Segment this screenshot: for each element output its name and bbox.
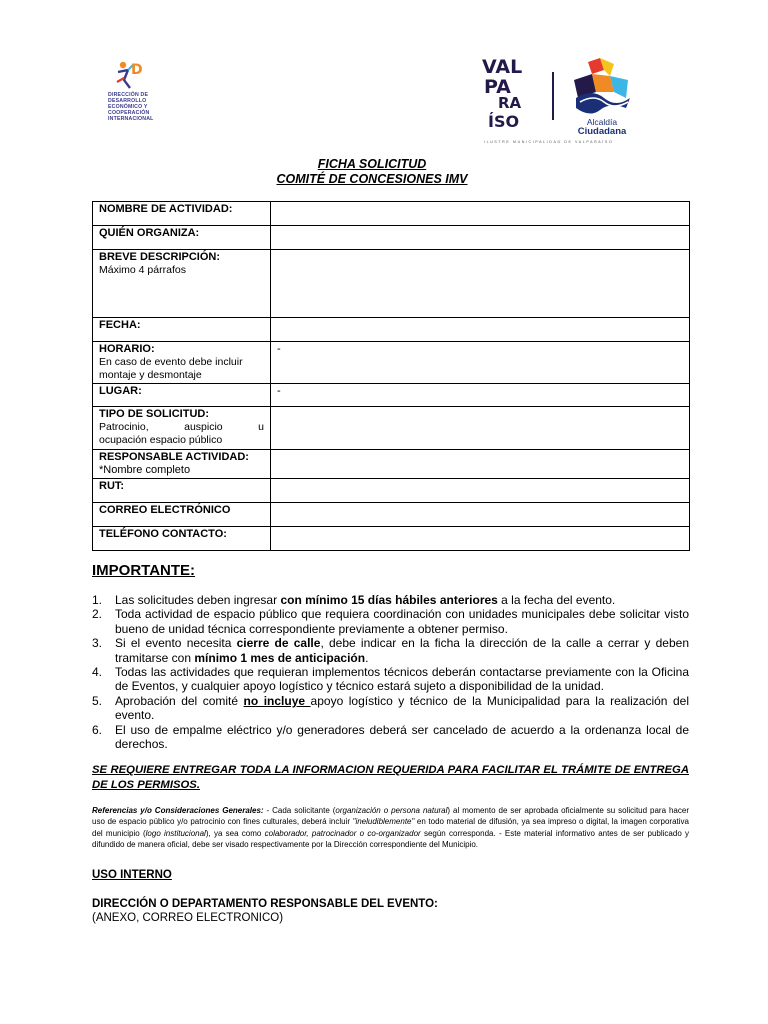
table-row — [93, 407, 690, 450]
table-row — [93, 503, 690, 527]
references-italic: organización o persona natural — [335, 806, 448, 815]
field-label-cell — [93, 342, 271, 384]
references-text: - Cada solicitante ( — [263, 806, 336, 815]
table-row — [93, 342, 690, 384]
direccion-responsable-label: DIRECCIÓN O DEPARTAMENTO RESPONSABLE DEL EVENTO: — [92, 898, 438, 910]
lugar-field[interactable] — [271, 384, 690, 407]
rule-text: Todas las actividades que requieran implementos técnicos deberán contactarse previamente con la Oficina de Eventos, y cualquier apoyo logístico y técnico estará sujeto a disponibilidad de la unidad. — [115, 665, 689, 694]
alcaldia-cube-icon — [570, 58, 634, 116]
logo-line: DIRECCIÓN DE — [108, 92, 149, 98]
references-text: según corresponda. - Este material informativo antes de ser publicado y difundido de manera oficial, debe ser visado respectivamente por la Dirección correspondiente del Municipio. — [92, 828, 690, 850]
field-label-cell — [93, 318, 271, 342]
dideco-figure-icon — [114, 58, 144, 92]
uso-interno-heading: USO INTERNO — [92, 869, 172, 881]
list-number: 2. — [92, 607, 103, 622]
table-row — [93, 450, 690, 479]
field-label: TELÉFONO CONTACTO: — [99, 528, 227, 540]
dideco-logo-text — [108, 92, 154, 122]
rule-emphasis: no incluye — [243, 693, 311, 708]
field-label-cell — [93, 202, 271, 226]
field-label: CORREO ELECTRÓNICO — [99, 504, 231, 516]
field-label: RUT: — [99, 480, 125, 492]
field-label: TIPO DE SOLICITUD: — [99, 408, 209, 420]
rule-text: . — [365, 650, 369, 665]
rule-text: Aprobación del comité — [115, 693, 244, 708]
table-row — [93, 384, 690, 407]
list-item — [92, 593, 689, 607]
valpo-letters: VAL — [482, 56, 523, 78]
list-item — [92, 636, 689, 665]
field-label-cell — [93, 479, 271, 503]
rule-emphasis: con mínimo 15 días hábiles anteriores — [280, 593, 498, 607]
fecha-field[interactable] — [271, 318, 690, 342]
field-label-cell — [93, 407, 271, 450]
field-label-cell — [93, 527, 271, 551]
table-row — [93, 226, 690, 250]
list-number: 3. — [92, 636, 103, 651]
valpo-letters: PA — [484, 76, 511, 98]
list-number: 1. — [92, 593, 103, 607]
field-label: LUGAR: — [99, 385, 142, 397]
logo-line: INTERNACIONAL — [108, 116, 154, 122]
correo-electronico-field[interactable] — [271, 503, 690, 527]
table-row — [93, 202, 690, 226]
field-hint: En caso de evento debe incluir montaje y desmontaje — [99, 356, 243, 381]
table-row — [93, 527, 690, 551]
solicitud-form-table — [92, 201, 690, 551]
field-label-cell — [93, 250, 271, 318]
field-label-cell — [93, 384, 271, 407]
references-heading: Referencias y/o Consideraciones Generales: — [92, 806, 264, 815]
list-item — [92, 665, 689, 694]
ciudadana-line: Ciudadana — [577, 126, 627, 137]
breve-descripcion-field[interactable] — [271, 250, 690, 318]
rule-emphasis: cierre de calle — [236, 636, 321, 651]
list-item — [92, 723, 689, 752]
list-number: 4. — [92, 665, 103, 680]
rules-list — [92, 593, 689, 751]
rule-text: Toda actividad de espacio público que requiera coordinación con unidades municipales debe solicitar visto bueno de unidad técnica correspondiente previamente a obtener permiso. — [115, 607, 689, 636]
tipo-solicitud-field[interactable] — [271, 407, 690, 450]
logo-line: COOPERACIÓN — [108, 110, 150, 116]
field-label-cell — [93, 450, 271, 479]
rule-emphasis: mínimo 1 mes de anticipación — [194, 650, 366, 665]
field-label: RESPONSABLE ACTIVIDAD: — [99, 451, 249, 463]
responsable-actividad-field[interactable] — [271, 450, 690, 479]
horario-field[interactable] — [271, 342, 690, 384]
telefono-contacto-field[interactable] — [271, 527, 690, 551]
field-hint: Máximo 4 párrafos — [99, 264, 186, 276]
quien-organiza-field[interactable] — [271, 226, 690, 250]
table-row — [93, 479, 690, 503]
references-text: ) al momento de ser aprobada oficialmente su solicitud para hacer uso de espacio público y/o patrocinio con fines culturales, deberá incluir — [92, 806, 689, 827]
field-label: BREVE DESCRIPCIÓN: — [99, 251, 221, 263]
valpo-letters: RA — [498, 94, 522, 112]
field-value: - — [277, 343, 281, 355]
field-label: FECHA: — [99, 319, 141, 331]
references-italic: logo institucional — [145, 828, 206, 838]
rut-field[interactable] — [271, 479, 690, 503]
references-italic: colaborador, patrocinador o co-organizador — [264, 828, 421, 838]
rule-text: El uso de empalme eléctrico y/o generadores deberá ser cancelado de acuerdo a la ordenanza local de derechos. — [115, 722, 689, 752]
svg-text:D: D — [131, 62, 143, 78]
valpo-letters: ÍSO — [488, 112, 520, 131]
municipalidad-tagline: ILUSTRE MUNICIPALIDAD DE VALPARAÍSO — [484, 140, 614, 144]
municipalidad-logo — [480, 56, 640, 148]
references-paragraph — [92, 805, 689, 851]
field-label-cell — [93, 503, 271, 527]
rule-text: a la fecha del evento. — [497, 593, 616, 607]
dideco-logo — [108, 58, 170, 128]
field-hint: ocupación espacio público — [99, 434, 223, 446]
field-label-cell — [93, 226, 271, 250]
references-text: en todo material de difusión, ya sea impreso o digital, la imagen corporativa del municipio ( — [92, 817, 689, 838]
logo-line: ECONÓMICO Y — [108, 104, 148, 110]
anexo-note: (ANEXO, CORREO ELECTRONICO) — [92, 912, 284, 924]
form-title: FICHA SOLICITUD — [317, 157, 427, 171]
table-row — [93, 318, 690, 342]
importante-heading: IMPORTANTE: — [92, 562, 196, 579]
nombre-actividad-field[interactable] — [271, 202, 690, 226]
list-number: 5. — [92, 693, 103, 708]
alcaldia-line: Alcaldía — [586, 117, 618, 127]
field-hint: *Nombre completo — [99, 464, 191, 476]
field-hint: Patrocinio, auspicio u — [99, 421, 264, 433]
rule-text: Las solicitudes deben ingresar — [115, 593, 281, 607]
table-row — [93, 250, 690, 318]
logo-divider — [552, 72, 554, 120]
requirement-notice: SE REQUIERE ENTREGAR TODA LA INFORMACION REQUERIDA PARA FACILITAR EL TRÁMITE DE ENTREGA DE LOS PERMISOS. — [92, 764, 689, 791]
rule-text: Si el evento necesita — [115, 636, 237, 651]
form-subtitle: COMITÉ DE CONCESIONES IMV — [276, 172, 468, 186]
field-label: NOMBRE DE ACTIVIDAD: — [99, 203, 233, 215]
rule-text: , debe indicar en la ficha la dirección de la calle a cerrar y deben tramitarse con — [115, 636, 689, 665]
field-label: QUIÉN ORGANIZA: — [99, 227, 200, 239]
valparaiso-wordmark — [480, 56, 540, 136]
logo-line: DESARROLLO — [108, 98, 147, 104]
list-item — [92, 607, 689, 636]
list-number: 6. — [92, 722, 103, 737]
rule-text: apoyo logístico y técnico de la Municipalidad para la realización del evento. — [115, 693, 689, 723]
alcaldia-ciudadana-text — [571, 118, 633, 136]
references-italic: "ineludiblemente" — [352, 817, 415, 827]
references-text: ), ya sea como — [205, 828, 265, 838]
field-value: - — [277, 385, 281, 397]
field-label: HORARIO: — [99, 343, 155, 355]
list-item — [92, 694, 689, 723]
